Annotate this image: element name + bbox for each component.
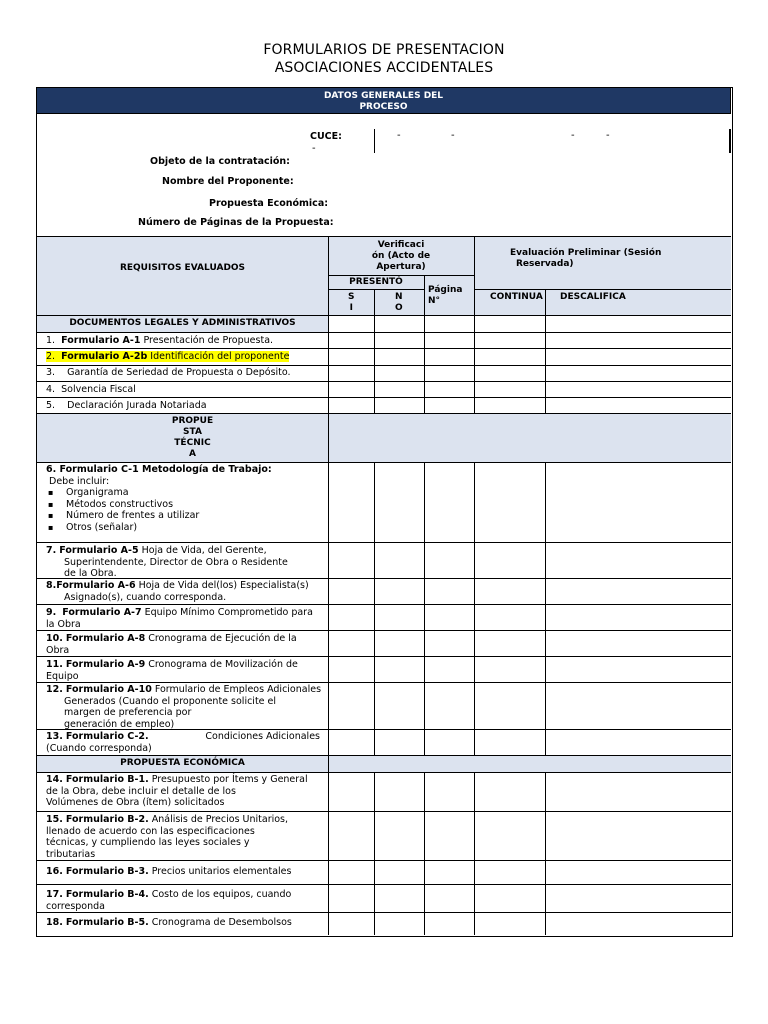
table-row: 10. Formulario A-8 Cronograma de Ejecución de la Obra [46, 633, 297, 656]
cuce-dash: - [571, 130, 575, 141]
grid-line [374, 772, 375, 935]
grid-line [36, 884, 731, 885]
pagina-line-1: Página [428, 285, 463, 295]
cuce-dash: - [397, 130, 401, 141]
grid-line [36, 462, 731, 463]
grid-line [36, 912, 731, 913]
section-tecnica [37, 416, 348, 460]
list-item: ▪ Otros (señalar) [66, 522, 334, 534]
no-line-2: O [395, 303, 403, 313]
grid-line [545, 772, 546, 935]
grid-line [36, 332, 731, 333]
cuce-label: CUCE: [310, 131, 342, 142]
grid-line [36, 413, 731, 414]
grid-line [424, 772, 425, 935]
table-row: 14. Formulario B-1. Presupuesto por Ítems y General de la Obra, debe incluir el detalle de los Volúmenes de Obra (ítem) solicitados [46, 774, 308, 808]
table-row: 9. Formulario A-7 Equipo Mínimo Comprometido para la Obra [46, 607, 313, 630]
grid-line [545, 289, 546, 413]
grid-line [328, 289, 424, 290]
tecnica-line-3: TÉCNIC [174, 438, 211, 448]
verificacion-line-2: ón (Acto de [371, 251, 431, 261]
cuce-separator [374, 129, 375, 153]
requisitos-header: REQUISITOS EVALUADOS [119, 263, 246, 273]
grid-line [424, 462, 425, 755]
grid-line [474, 462, 475, 755]
grid-line [36, 365, 731, 366]
table-row: 7. Formulario A-5 Hoja de Vida, del Gerente, Superintendente, Director de Obra o Residente de la Obra. [46, 545, 288, 579]
grid-line [424, 275, 425, 413]
grid-line [36, 811, 731, 812]
method-bullets [46, 487, 334, 533]
header-line-2: PROCESO [359, 102, 408, 112]
evaluacion-header [510, 248, 661, 270]
table-row: 15. Formulario B-2. Análisis de Precios Unitarios, llenado de acuerdo con las especificaciones técnicas, y cumpliendo las leyes sociales y tributarias [46, 814, 289, 860]
grid-line [36, 604, 731, 605]
general-data-header [36, 87, 731, 114]
list-item: ▪ Número de frentes a utilizar [66, 510, 334, 522]
section-economica: PROPUESTA ECONÓMICA [120, 758, 245, 768]
grid-line [474, 315, 475, 413]
table-row: 12. Formulario A-10 Formulario de Empleos Adicionales Generados (Cuando el proponente solicite el margen de preferencia por generación de empleo) [46, 684, 322, 730]
title-line-2: ASOCIACIONES ACCIDENTALES [274, 60, 494, 76]
si-line-1: S [348, 292, 355, 302]
grid-line [36, 772, 731, 773]
cuce-dash: - [606, 130, 610, 141]
evaluacion-line-1: Evaluación Preliminar (Sesión [510, 248, 662, 258]
grid-line [36, 381, 731, 382]
grid-line [36, 755, 731, 756]
table-row: 18. Formulario B-5. Cronograma de Desembolsos [46, 917, 292, 928]
table-row: 16. Formulario B-3. Precios unitarios elementales [46, 866, 292, 877]
tecnica-line-2: STA [183, 427, 202, 437]
cuce-dash: - [312, 143, 316, 154]
grid-line [374, 462, 375, 755]
grid-line [36, 630, 731, 631]
pagina-line-2: N° [428, 296, 441, 306]
header-line-1: DATOS GENERALES DEL [323, 91, 444, 101]
table-row: 4. Solvencia Fiscal [46, 384, 136, 395]
table-row: 5. Declaración Jurada Notariada [46, 400, 207, 411]
table-row: 11. Formulario A-9 Cronograma de Movilización de Equipo [46, 659, 298, 682]
grid-line [474, 236, 475, 315]
title-line-1: FORMULARIOS DE PRESENTACION [263, 42, 505, 58]
grid-line [474, 289, 731, 290]
cuce-end-bar [729, 129, 731, 153]
table-row: 1. Formulario A-1 Presentación de Propuesta. [46, 335, 274, 346]
grid-line [374, 289, 375, 413]
no-header [395, 292, 403, 314]
highlighted-item: 2. Formulario A-2b Identificación del proponente [46, 351, 290, 362]
descalifica-header: DESCALIFICA [560, 292, 626, 302]
tecnica-line-1: PROPUE [171, 416, 214, 426]
document-title [0, 41, 768, 77]
no-line-1: N [395, 292, 403, 302]
nombre-label: Nombre del Proponente: [162, 176, 294, 187]
cuce-dash: - [451, 130, 455, 141]
evaluacion-line-2: Reservada) [516, 259, 574, 269]
section-legales: DOCUMENTOS LEGALES Y ADMINISTRATIVOS [69, 318, 296, 328]
table-row [46, 351, 334, 363]
grid-line [36, 348, 731, 349]
grid-line [36, 397, 731, 398]
grid-line [36, 542, 731, 543]
verificacion-line-1: Verificaci [377, 240, 425, 250]
grid-line [36, 860, 731, 861]
grid-line [36, 682, 731, 683]
grid-line [36, 315, 731, 316]
grid-line [328, 275, 474, 276]
objeto-label: Objeto de la contratación: [150, 156, 290, 167]
pagina-header [428, 285, 462, 307]
propuesta-label: Propuesta Económica: [209, 198, 329, 209]
table-row: 13. Formulario C-2. Condiciones Adicionales (Cuando corresponda) [46, 731, 320, 754]
grid-line [36, 656, 731, 657]
grid-line [474, 772, 475, 935]
list-item: ▪ Métodos constructivos [66, 499, 334, 511]
verificacion-line-3: Apertura) [376, 262, 426, 272]
continua-header: CONTINUA [490, 292, 543, 302]
table-row: 3. Garantía de Seriedad de Propuesta o Depósito. [46, 367, 291, 378]
table-row: 6. Formulario C-1 Metodología de Trabajo: Debe incluir: ▪ Organigrama ▪ Métodos constructivos ▪ Número de frentes a utilizar ▪ Otros (señalar) [46, 464, 334, 533]
si-line-2: I [349, 303, 353, 313]
list-item: ▪ Organigrama [66, 487, 334, 499]
grid-line [36, 236, 731, 237]
si-header [348, 292, 354, 314]
presento-header: PRESENTÓ [349, 277, 403, 287]
table-row: 8.Formulario A-6 Hoja de Vida del(los) Especialista(s) Asignado(s), cuando corresponda. [46, 580, 309, 603]
grid-line [545, 462, 546, 755]
tecnica-line-4: A [189, 449, 196, 459]
paginas-label: Número de Páginas de la Propuesta: [138, 217, 334, 228]
verificacion-header [328, 240, 474, 273]
table-row: 17. Formulario B-4. Costo de los equipos, cuando corresponda [46, 889, 292, 912]
